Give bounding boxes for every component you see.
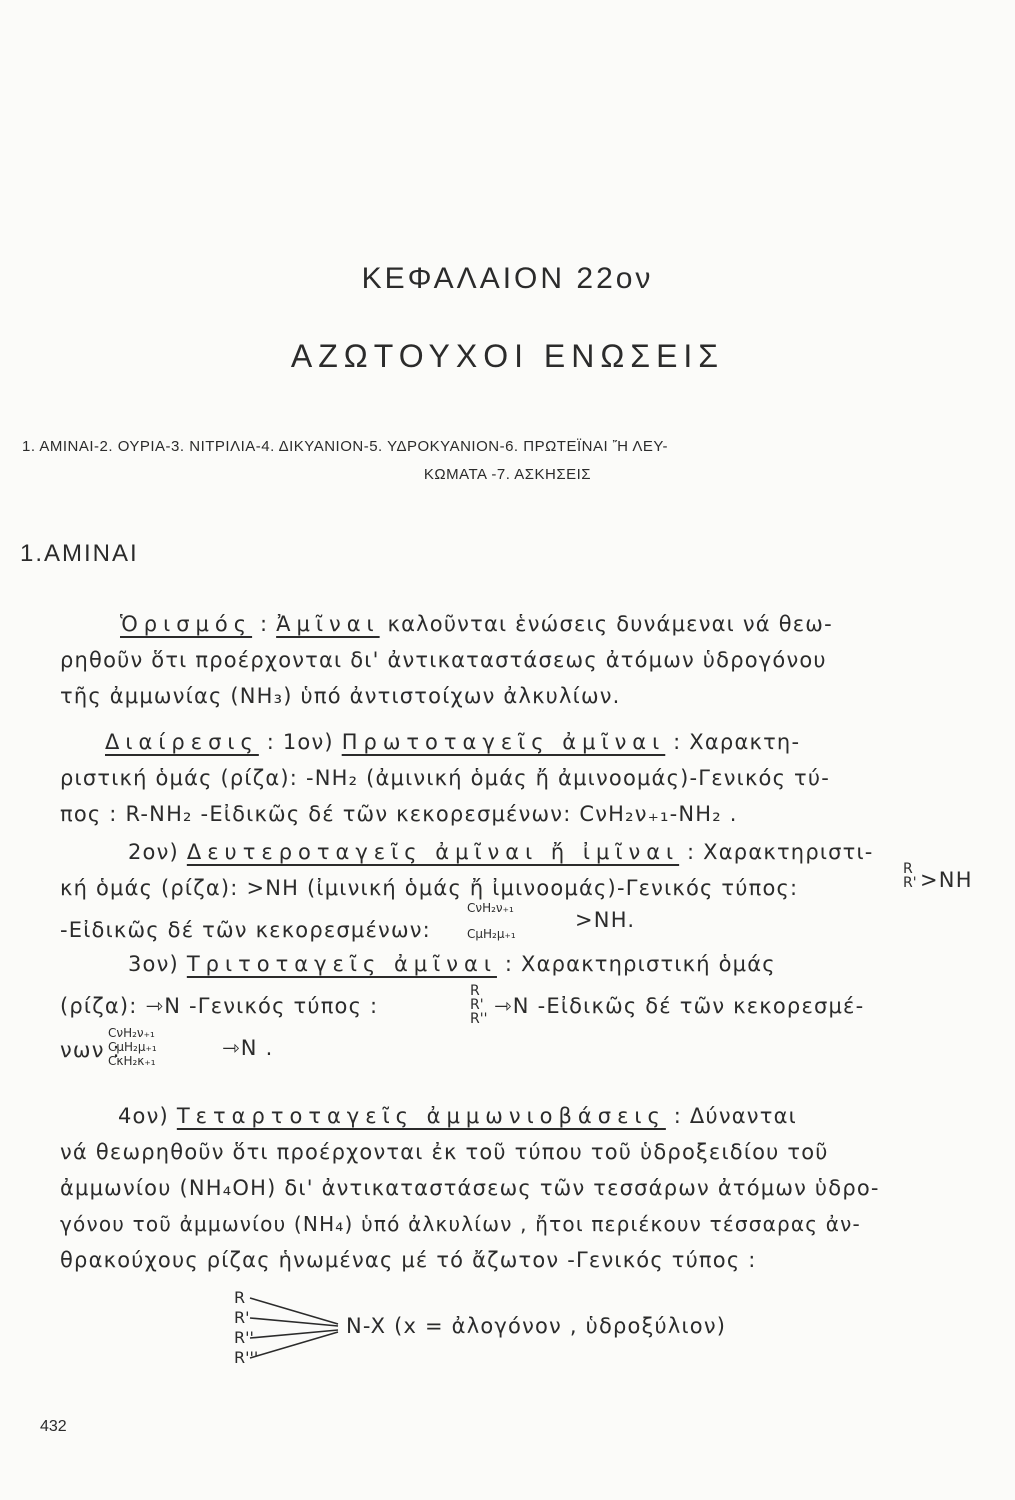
chapter-label: ΚΕΦΑΛΑΙΟΝ 22ον bbox=[361, 262, 654, 295]
secondary-amines-term: Δευτεροταγεῖς ἀμῖναι ἤ ἰμῖναι bbox=[186, 840, 680, 864]
definition-line-2: ρηθοῦν ὅτι προέρχονται δι' ἀντικαταστάσεως ἀτόμων ὑδρογόνου bbox=[60, 648, 827, 672]
tertiary-line-3b: ⇾N . bbox=[222, 1036, 274, 1060]
secondary-number: 2ον) bbox=[128, 840, 179, 864]
quaternary-line-3: ἀμμωνίου (NH₄OH) δι' ἀντικαταστάσεως τῶν τεσσάρων ἀτόμων ὑδρο- bbox=[60, 1176, 880, 1200]
chapter-contents-line-2: ΚΩΜΑΤΑ -7. ΑΣΚΗΣΕΙΣ bbox=[423, 466, 592, 483]
radical-r-prime: R' bbox=[903, 875, 917, 891]
section-heading: 1.ΑΜΙΝΑΙ bbox=[20, 540, 139, 567]
quaternary-line-4: γόνου τοῦ ἀμμωνίου (NH₄) ὑπό ἀλκυλίων , ἤτοι περιέκουν τέσσαρας ἀν- bbox=[60, 1212, 861, 1236]
secondary-line-2: κή ὁμάς (ρίζα): >NH (ἰμινική ὁμάς ἤ ἰμινοομάς)-Γενικός τύπος: bbox=[60, 876, 799, 900]
definition-label: Ὁρισμός bbox=[120, 612, 253, 636]
definition-term: Ἀμῖναι bbox=[276, 612, 380, 636]
secondary-general-nh: >NH bbox=[920, 868, 973, 892]
chapter-title: ΑΖΩΤΟΥΧΟΙ ΕΝΩΣΕΙΣ bbox=[290, 338, 725, 374]
radical-r-double-prime: R'' bbox=[234, 1328, 254, 1347]
primary-line-3: πος : R-NH₂ -Εἰδικῶς δέ τῶν κεκορεσμένων: CνH₂ν₊₁-NH₂ . bbox=[60, 802, 738, 826]
tertiary-line-3a: νων : bbox=[60, 1038, 121, 1062]
radical-r: R bbox=[470, 983, 480, 999]
chapter-contents-line-1: 1. ΑΜΙΝΑΙ-2. ΟΥΡΙΑ-3. ΝΙΤΡΙΛΙΑ-4. ΔΙΚΥΑΝΙΟΝ-5. ΥΔΡΟΚΥΑΝΙΟΝ-6. ΠΡΩΤΕΪΝΑΙ Ἤ ΛΕΥ- bbox=[22, 438, 669, 455]
quaternary-number: 4ον) bbox=[118, 1104, 169, 1128]
radical-r-prime: R' bbox=[234, 1308, 250, 1327]
tertiary-line-2b: ⇾N -Εἰδικῶς δέ τῶν κεκορεσμέ- bbox=[494, 994, 865, 1018]
division-primary-line-1: Διαίρεσις : 1ον) Πρωτοταγεῖς ἀμῖναι : Χαρακτη- bbox=[105, 730, 801, 754]
tertiary-amines-term: Τριτοταγεῖς ἀμῖναι bbox=[186, 952, 497, 976]
primary-text: : Χαρακτη- bbox=[673, 730, 801, 754]
page-number: 432 bbox=[40, 1418, 67, 1435]
secondary-text: : Χαρακτηριστι- bbox=[687, 840, 874, 864]
alkyl-formula-3: CκH₂κ₊₁ bbox=[108, 1054, 156, 1068]
radical-r-triple-prime: R''' bbox=[234, 1348, 259, 1367]
secondary-line-3: -Εἰδικῶς δέ τῶν κεκορεσμένων: bbox=[60, 918, 431, 942]
radical-r: R bbox=[903, 861, 913, 877]
alkyl-formula-2: CμH₂μ₊₁ bbox=[108, 1040, 157, 1054]
quaternary-text: : Δύνανται bbox=[673, 1104, 797, 1128]
radical-r: R bbox=[234, 1288, 246, 1307]
definition-text: καλοῦνται ἑνώσεις δυνάμεναι νά θεω- bbox=[387, 612, 833, 636]
quaternary-term: Τεταρτοταγεῖς ἀμμωνιοβάσεις bbox=[176, 1104, 666, 1128]
quaternary-line-5: θρακούχους ρίζας ἡνωμένας μέ τό ἄζωτον -Γενικός τύπος : bbox=[60, 1248, 757, 1272]
radical-r-prime: R' bbox=[470, 997, 484, 1013]
quaternary-line-2: νά θεωρηθοῦν ὅτι προέρχονται ἐκ τοῦ τύπου τοῦ ὑδροξειδίου τοῦ bbox=[60, 1140, 829, 1164]
division-label: Διαίρεσις bbox=[105, 730, 259, 754]
radical-r-double-prime: R'' bbox=[470, 1011, 488, 1027]
primary-line-2: ριστική ὁμάς (ρίζα): -NH₂ (ἀμινική ὁμάς ἤ ἀμινοομάς)-Γενικός τύ- bbox=[60, 766, 830, 790]
primary-amines-term: Πρωτοταγεῖς ἀμῖναι bbox=[341, 730, 666, 754]
secondary-formula-top: CνH₂ν₊₁ bbox=[467, 901, 514, 915]
tertiary-number: 3ον) bbox=[128, 952, 179, 976]
definition-line-3: τῆς ἀμμωνίας (NH₃) ὑπό ἀντιστοίχων ἀλκυλίων. bbox=[60, 684, 621, 708]
tertiary-text: : Χαρακτηριστική ὁμάς bbox=[504, 952, 776, 976]
alkyl-formula-1: CνH₂ν₊₁ bbox=[108, 1026, 155, 1040]
definition-line-1: Ὁρισμός : Ἀμῖναι καλοῦνται ἑνώσεις δυνάμεναι νά θεω- bbox=[120, 612, 833, 636]
secondary-formula-bottom: CμH₂μ₊₁ bbox=[467, 927, 516, 941]
primary-number: 1ον) bbox=[282, 730, 334, 754]
quaternary-formula-text: N-X (x = ἀλογόνον , ὑδροξύλιον) bbox=[346, 1314, 727, 1338]
secondary-formula-nh: >NH. bbox=[575, 908, 636, 932]
tertiary-line-2a: (ρίζα): ⇾N -Γενικός τύπος : bbox=[60, 994, 379, 1018]
